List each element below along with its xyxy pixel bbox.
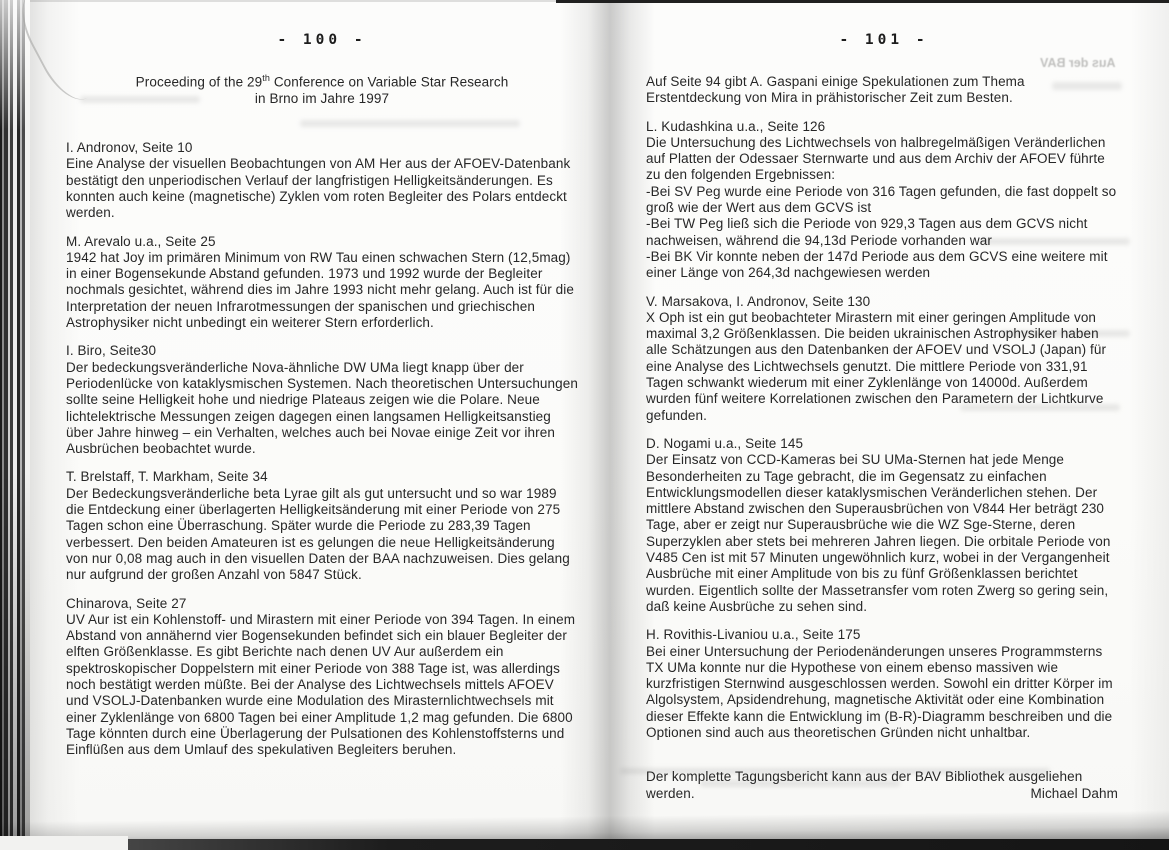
section-body: Der Bedeckungsveränderliche beta Lyrae gilt als gut untersucht und so war 1989 die Entdeckung einer überlagerten Helligkeitsänderung mit einer Periode von 275 Tagen schon eine Überraschung. Später wurde die Periode zu 283,39 Tagen verbessert. Den beiden Amateuren ist es gelungen die neue Helligkeitsänderung von nur 0,08 mag auch in den visuellen Daten der BAA nachzuweisen. Dies gelang nur aufgrund der großen Anzahl von 5847 Stück.: [66, 485, 570, 583]
section-andronov: [66, 140, 578, 221]
section-body: X Oph ist ein gut beobachteter Mirastern mit einer geringen Amplitude von maximal 3,2 Größenklassen. Die beiden ukrainischen Astrophysiker haben alle Schätzungen aus den Datenbanken der AFOEV und VSOLJ (Japan) für eine Analyse des Lichtwechsels genutzt. Die mittlere Periode von 331,91 Tagen schwankt wiederum mit einer Zyklenlänge von 14000d. Außerdem wurden fünf weitere Korrelationen zwischen den Parametern der Lichtkurve gefunden.: [646, 309, 1107, 423]
page-100: [66, 32, 578, 758]
section-arevalo: [66, 234, 578, 332]
section-body: Der bedeckungsveränderliche Nova-ähnliche DW UMa liegt knapp über der Periodenlücke von kataklysmischen Systemen. Nach theoretischen Untersuchungen sollte seine Helligkeit hohe und niedrige Plateaus zeigen wie die Polare. Neue lichtelektrische Messungen zeigen dagegen einen langsamen Helligkeitsanstieg über Jahre hinweg – ein Verhalten, welches auch bei Novae einige Zeit vor ihren Ausbrüchen beobachtet wurde.: [66, 359, 578, 457]
title-line2: in Brno im Jahre 1997: [254, 90, 390, 106]
bleedthrough-text: Aus der BAV: [1040, 56, 1116, 70]
section-heading: Chinarova, Seite 27: [66, 595, 187, 611]
title-pre: Proceeding of the 29: [135, 74, 263, 90]
scan-bottom-corner: [0, 836, 128, 850]
title-ordinal-suffix: th: [262, 73, 270, 83]
result-item: -Bei SV Peg wurde eine Periode von 316 Tagen gefunden, die fast doppelt so groß wie der Wert aus dem GCVS ist: [646, 183, 1117, 216]
section-body: Die Untersuchung des Lichtwechsels von halbregelmäßigen Veränderlichen auf Platten der Odessaer Sternwarte und aus dem Archiv der AFOEV führte zu den folgenden Ergebnissen:: [646, 134, 1106, 183]
result-item: -Bei TW Peg ließ sich die Periode von 929,3 Tagen aus dem GCVS nicht nachweisen, während die 94,13d Periode vorhanden war: [646, 216, 1088, 248]
section-heading: I. Andronov, Seite 10: [66, 140, 193, 156]
scan-top-shadow: [556, 0, 1169, 3]
signature: Michael Dahm: [1030, 785, 1118, 801]
section-body: UV Aur ist ein Kohlenstoff- und Mirastern mit einer Periode von 394 Tagen. In einem Abstand von annähernd vier Bogensekunden befindet sich ein blauer Begleiter der elften Größenklasse. Es gibt Berichte nach denen UV Aur außerdem ein spektroskopischer Doppelstern mit einer Periode von 388 Tage ist, was allerdings noch bestätigt werden müßte. Bei der Analyse des Lichtwechsels mittels AFOEV und VSOLJ-Datenbanken wurde eine Modulation des Mirasternlichtwechsels mit einer Zyklenlänge von 6800 Tagen bei einer Amplitude 1,2 mag gefunden. Die 6800 Tage könnten durch eine Überlagerung der Pulsationen des Kohlenstoffsterns und Einflüßen aus dem Umlauf des spekulativen Begleiters beruhen.: [66, 611, 576, 758]
page-number-left: - 100 -: [277, 32, 367, 48]
section-kudashkina: [646, 119, 1122, 282]
section-heading: I. Biro, Seite30: [66, 343, 157, 359]
section-biro: [66, 343, 578, 457]
section-body: Bei einer Untersuchung der Periodenänderungen unseres Programmsterns TX UMa konnte nur die Hypothese von einem ebenso massiven wie kurzfristigen Sternwind ausgeschlossen werden. Sowohl ein dritter Körper im Algolsystem, Apsidendrehung, magnetische Aktivität oder eine Kombination dieser Effekte kann die Entwicklung im (B-R)-Diagramm beschreiben und die Optionen sind auch aus theoretischen Gründen nicht unhaltbar.: [646, 643, 1113, 740]
result-item: -Bei BK Vir konnte neben der 147d Periode aus dem GCVS eine weitere mit einer Länge von 264,3d nachgewiesen werden: [646, 248, 1108, 281]
scan-top-shadow-left: [30, 0, 556, 2]
book-binding-edge: [0, 0, 30, 850]
section-heading: D. Nogami u.a., Seite 145: [646, 435, 804, 451]
section-heading: T. Brelstaff, T. Markham, Seite 34: [66, 469, 268, 485]
title-post: Conference on Variable Star Research: [269, 74, 509, 90]
section-rovithis-livaniou: [646, 627, 1122, 741]
section-marsakova-andronov: [646, 294, 1122, 424]
section-body: Eine Analyse der visuellen Beobachtungen von AM Her aus der AFOEV-Datenbank bestätigt den unperiodischen Verlauf der langfristigen Helligkeitsänderungen. Es konnten auch keine (magnetische) Zyklen vom roten Begleiter des Polars entdeckt werden.: [66, 156, 571, 221]
section-nogami: [646, 436, 1122, 615]
section-heading: M. Arevalo u.a., Seite 25: [66, 233, 216, 249]
closing-paragraph: Der komplette Tagungsbericht kann aus der BAV Bibliothek ausgeliehen werden.: [646, 769, 1083, 801]
section-body: Der Einsatz von CCD-Kameras bei SU UMa-Sternen hat jede Menge Besonderheiten zu Tage gebracht, die im Gegensatz zu einfachen Entwicklungsmodellen dieser kataklysmischen Veränderlichen stehen. Der mittlere Abstand zwischen den Superausbrüchen von V844 Her beträgt 230 Tage, aber er zeigt nur Superausbrüche wie die WZ Sge-Sterne, deren Superzyklen aber stets bei mehreren Jahren liegen. Die orbitale Periode von V485 Cen ist mit 57 Minuten ungewöhnlich kurz, wobei in der Vergangenheit Ausbrüche mit einer Amplitude von bis zu fünf Größenklassen berichtet wurden. Eigentlich sollte der Massetransfer vom roten Zwerg so gering sein, daß keine Ausbrüche zu sehen sind.: [646, 452, 1111, 614]
section-heading: V. Marsakova, I. Andronov, Seite 130: [646, 293, 871, 309]
page-101: [646, 32, 1122, 802]
intro-paragraph: Auf Seite 94 gibt A. Gaspani einige Spekulationen zum Thema Erstentdeckung von Mira in prähistorischer Zeit zum Besten.: [646, 74, 1025, 106]
scan-bottom-strip: [128, 839, 1169, 850]
page-number-right: - 101 -: [839, 32, 929, 48]
conference-title: [66, 70, 578, 107]
section-brelstaff-markham: [66, 469, 578, 583]
section-heading: H. Rovithis-Livaniou u.a., Seite 175: [646, 627, 861, 643]
section-heading: L. Kudashkina u.a., Seite 126: [646, 118, 826, 134]
section-chinarova: [66, 596, 578, 759]
section-body: 1942 hat Joy im primären Minimum von RW Tau einen schwachen Stern (12,5mag) in einer Bogensekunde Abstand gefunden. 1973 und 1992 wurde der Begleiter nochmals gesichtet, während dies im Jahre 1993 nicht mehr gelang. Auch ist für die Interpretation der neuen Infrarotmessungen der spanischen und griechischen Astrophysiker nicht unbedingt ein weiterer Stern erforderlich.: [66, 249, 574, 331]
